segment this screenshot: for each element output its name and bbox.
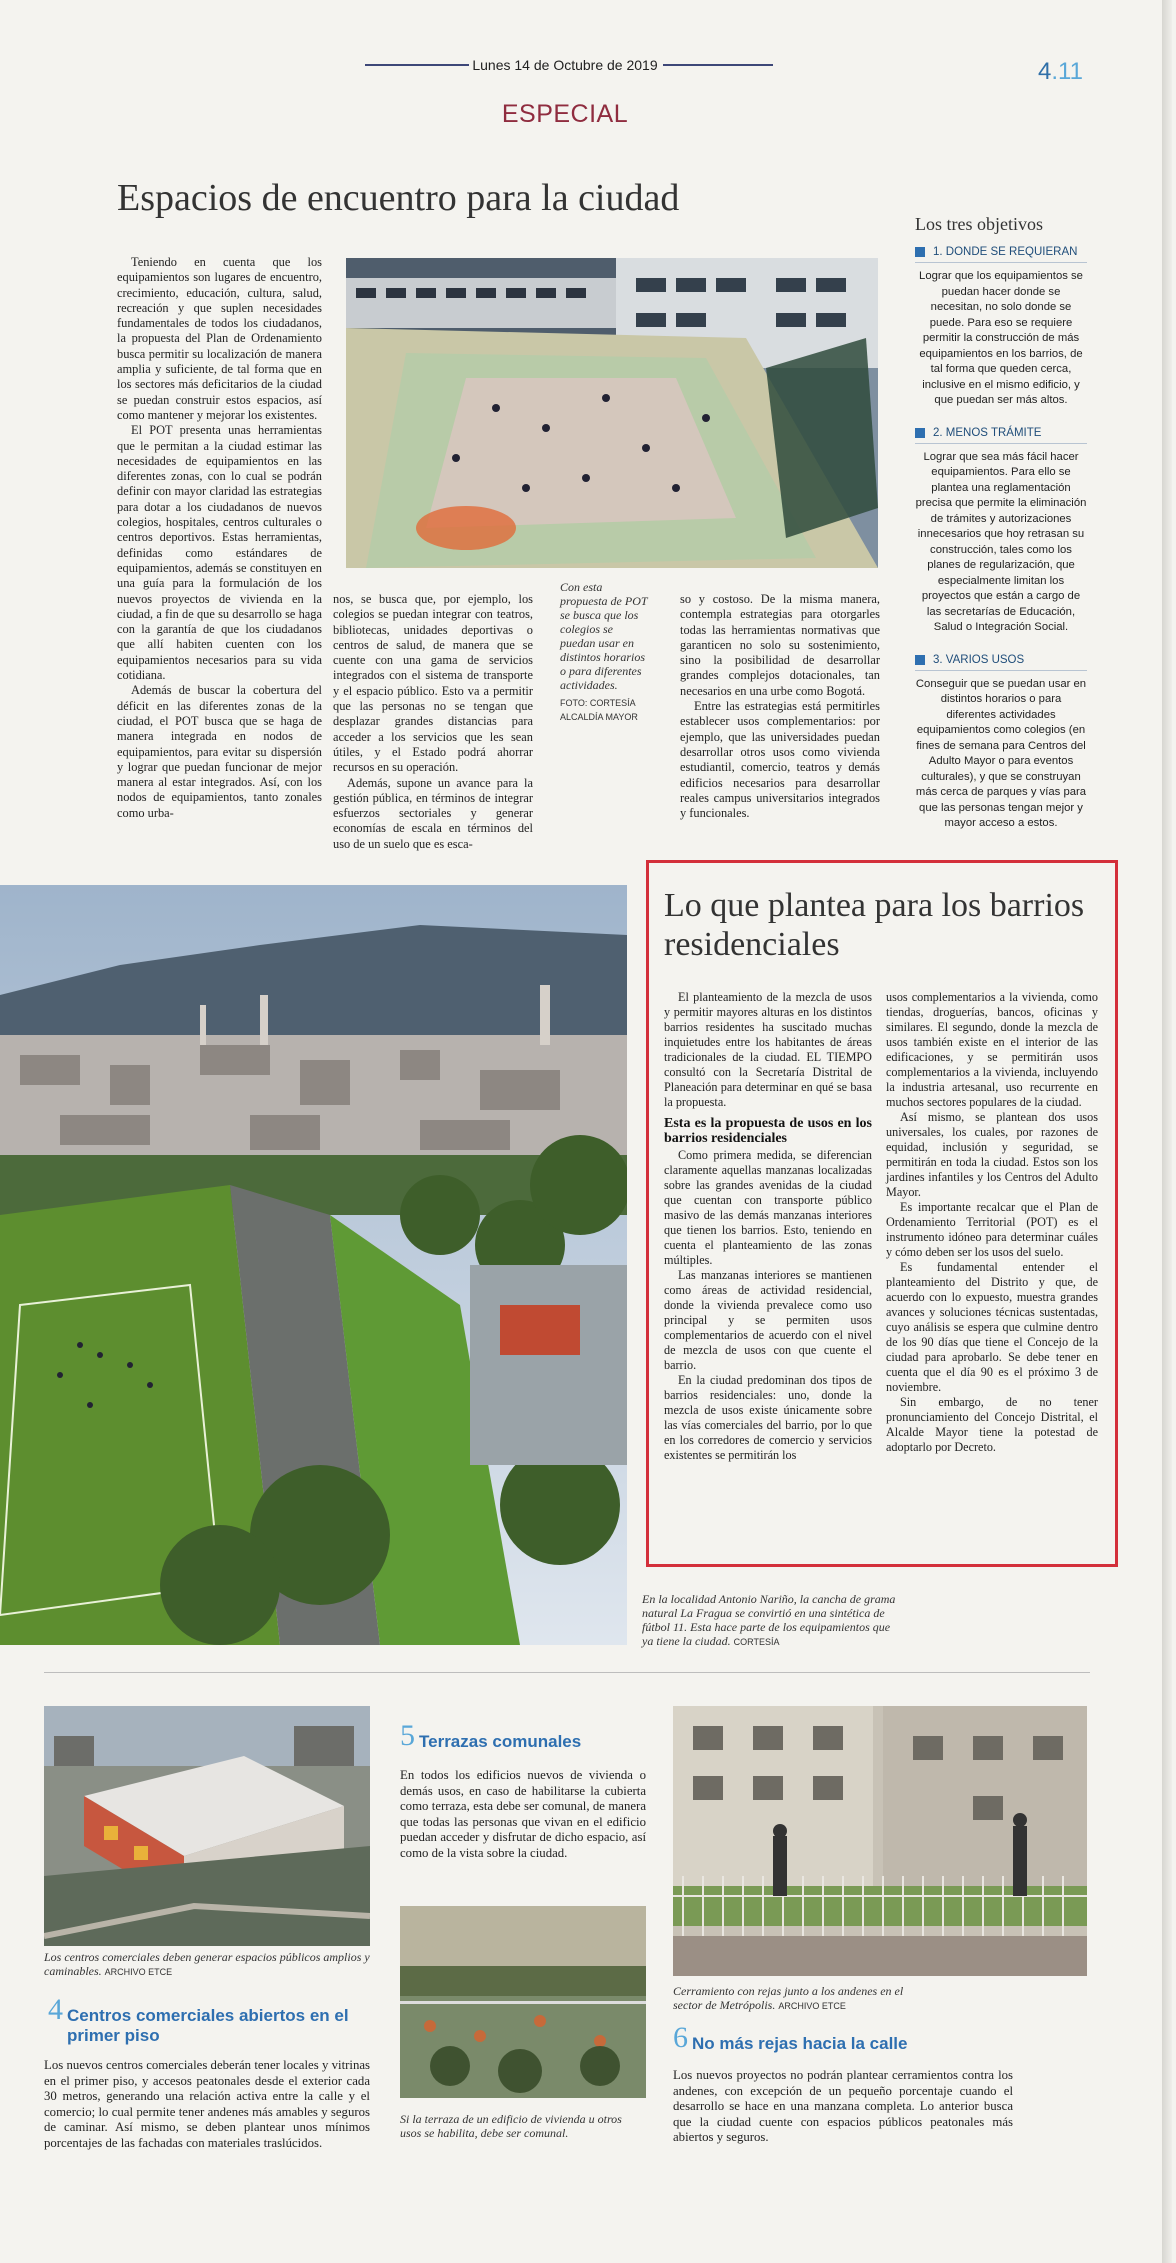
field-photo [0, 885, 627, 1645]
item5-text [400, 1768, 646, 1861]
objective-heading-text: 3. VARIOS USOS [933, 653, 1025, 666]
paragraph: En la ciudad predominan dos tipos de barrios residenciales: uno, donde la mezcla de usos existe únicamente sobre las vías comerciales del barrio, por lo que en los corredores de comercio y servicios existentes se permitirán los [664, 1373, 872, 1462]
square-bullet-icon [915, 655, 925, 665]
paragraph: El POT presenta unas herramientas que le permitan a la ciudad estimar las necesidades de equipamientos en las diferentes zonas, con lo cual se podrán definir con mayor claridad las estrategias para dotar a los ciudadanos de nuevos colegios, hospitales, centros culturales o centros deportivos. Estas herramientas, definidas como estándares de equipamientos, además se constituyen en una guía para la formulación de los nuevos proyectos de vivienda en la ciudad, a fin de que su desarrollo se haga con la garantía de que los ciudadanos que allí habiten cuenten con los equipamientos necesarios para su vida cotidiana. [117, 423, 322, 683]
paragraph: Los nuevos centros comerciales deberán tener locales y vitrinas en el primer piso, y accesos peatonales desde el exterior cada 30 metros, generando una relación activa entre la calle y el comercio; lo cual permite tener andenes más amables y seguros de caminar. Así mismo, se deben plantear unos mínimos porcentajes de las fachadas con materiales traslúcidos. [44, 2058, 370, 2150]
item6-title-text: No más rejas hacia la calle [692, 2034, 908, 2053]
photo-credit: FOTO: CORTESÍA ALCALDÍA MAYOR [560, 698, 638, 722]
page-sub-number: .11 [1051, 58, 1083, 85]
sidebar-title: Los tres objetivos [915, 214, 1043, 234]
item5-number: 5 [400, 1719, 415, 1752]
objective-heading-text: 2. MENOS TRÁMITE [933, 426, 1042, 439]
field-photo-caption [642, 1592, 904, 1649]
paragraph: Sin embargo, de no tener pronunciamiento del Concejo Distrital, el Alcalde Mayor tiene la potestad de adoptarlo por Decreto. [886, 1395, 1098, 1454]
main-article-col3 [680, 592, 880, 821]
item4-title [48, 1993, 368, 2046]
paragraph: usos complementarios a la vivienda, como tiendas, droguerías, bancos, oficinas y similares. El segundo, donde la mezcla de usos también existe en el interior de las edificaciones, y se permitirán usos complementarios a la vivienda, incluyendo la industria artesanal, uso recurrente en muchos sectores populares de la ciudad. [886, 990, 1098, 1109]
fence-photo-caption [673, 1984, 933, 2013]
terrace-photo [400, 1906, 646, 2098]
header-date: Lunes 14 de Octubre de 2019 [472, 57, 658, 73]
header-rule-left [365, 64, 469, 66]
objective-text: Lograr que los equipamientos se puedan hacer donde se necesitan, no solo donde se puede. Para eso se requiere permitir la construcción de más equipamientos en los barrios, de tal forma que queden cerca, inclusive en el mismo edificio, y que puedan ser más altos. [919, 270, 1083, 406]
paragraph: Así mismo, se plantean dos usos universales, los cuales, por razones de equidad, inclusión y seguridad, se permitirán en toda la ciudad. Estos son los jardines infantiles y los Centros del Adulto Mayor. [886, 1110, 1098, 1199]
barrios-title: Lo que plantea para los barrios residenciales [664, 887, 1085, 963]
paragraph: so y costoso. De la misma manera, contempla estrategias para otorgarles todas las herramientas normativas que garanticen no solo su sostenimiento, sino la posibilidad de desarrollar grandes complejos dotacionales, tan necesarios en una urbe como Bogotá. [680, 592, 880, 698]
main-article-title: Espacios de encuentro para la ciudad [117, 177, 680, 219]
objective-heading-text: 1. DONDE SE REQUIERAN [933, 246, 1078, 258]
objective-item [915, 246, 1087, 409]
objective-text: Conseguir que se puedan usar en distintos horarios o para diferentes actividades equipamientos como colegios (en fines de semana para Centros del Adulto Mayor o para eventos culturales), y que se construyan más cerca de parques y vías para que las personas tengan mejor y mayor acceso a estos. [915, 677, 1087, 829]
objective-heading [915, 654, 1087, 671]
photo-credit: ARCHIVO ETCE [778, 2001, 846, 2011]
objective-text: Lograr que sea más fácil hacer equipamientos. Para ello se plantea una reglamentación precisa que permite la eliminación de trámites y autorizaciones innecesarios que hoy retrasan su construcción, tales como los planes de regularización, que especialmente limitan los proyectos que están a cargo de las secretarías de Educación, Salud o Integración Social. [915, 450, 1087, 633]
barrios-col2 [886, 990, 1098, 1455]
main-article-col2 [333, 592, 533, 852]
item5-title-text: Terrazas comunales [419, 1732, 582, 1751]
page-section-number: 4 [1038, 58, 1052, 85]
item4-title-text: Centros comerciales abiertos en el primer piso [67, 2006, 349, 2045]
page-edge [1162, 0, 1172, 2263]
section-divider [44, 1672, 1090, 1673]
photo-credit: ARCHIVO ETCE [104, 1967, 173, 1977]
item4-text [44, 2058, 370, 2151]
item5-title [400, 1719, 650, 1752]
terrace-photo-caption: Si la terraza de un edificio de vivienda u otros usos se habilita, debe ser comunal. [400, 2112, 622, 2140]
photo-credit: CORTESÍA [733, 1637, 780, 1647]
objective-item [915, 654, 1087, 832]
paragraph: Es importante recalcar que el Plan de Ordenamiento Territorial (POT) es el instrumento idóneo para determinar cuáles y cómo deben ser los usos del suelo. [886, 1200, 1098, 1259]
objective-item [915, 427, 1087, 636]
caption-text: En la localidad Antonio Nariño, la cancha de grama natural La Fragua se convirtió en una sintética de fútbol 11. Esta hace parte de los equipamientos que ya tiene la ciudad. [642, 1592, 896, 1648]
barrios-col1 [664, 990, 872, 1463]
paragraph: Además, supone un avance para la gestión pública, en términos de integrar esfuerzos sectoriales y generar economías de escala en términos del uso de un suelo que es esca- [333, 775, 533, 851]
paragraph: Las manzanas interiores se mantienen como áreas de actividad residencial, donde la vivienda prevalece como uso principal y se permiten usos complementarios de acuerdo con el nivel de mezcla de usos con que cuente el barrio. [664, 1268, 872, 1372]
paragraph: Además de buscar la cobertura del déficit en las diferentes zonas de la ciudad, el POT busca que se haga de manera integrada en nodos de equipamientos, para evitar su dispersión y lograr que puedan funcionar de mejor manera al estar integrados. Así, con los nodos de equipamientos, tanto zonales como urba- [117, 683, 322, 820]
paragraph: Entre las estrategias está permitirles establecer usos complementarios: por ejemplo, que las universidades puedan desarrollar otros usos como vivienda estudiantil, comercio, teatros y demás edificios necesarios para desarrollar reales campus universitarios integrados y funcionales. [680, 699, 880, 821]
square-bullet-icon [915, 428, 925, 438]
paragraph: Teniendo en cuenta que los equipamientos son lugares de encuentro, crecimiento, educación, cultura, salud, recreación y que suplen necesidades fundamentales de todos los ciudadanos, la propuesta del Plan de Ordenamiento busca permitir su localización de manera amplia y suficiente, de tal forma que en los sectores más deficitarios de la ciudad se puedan construir estos espacios, así como mantener y mejorar los existentes. [117, 255, 322, 422]
caption-text: Los centros comerciales deben generar espacios públicos amplios y caminables. [44, 1950, 370, 1978]
mall-photo [44, 1706, 370, 1946]
barrios-subheading: Esta es la propuesta de usos en los barrios residenciales [664, 1116, 872, 1146]
objective-heading [915, 246, 1087, 263]
page-number [1038, 58, 1083, 86]
caption-text: Cerramiento con rejas junto a los andenes en el sector de Metrópolis. [673, 1984, 904, 2012]
paragraph: Los nuevos proyectos no podrán plantear cerramientos contra los andenes, con excepción de un pequeño porcentaje cuando el desarrollo se hace en una manzana completa. Lo anterior busca que la ciudad cuente con espacios públicos peatonales más abiertos y seguros. [673, 2068, 1013, 2144]
section-label: ESPECIAL [501, 100, 629, 128]
paragraph: Es fundamental entender el planteamiento del Distrito y que, de acuerdo con lo expuesto, muestra grandes avances y soluciones técnicas sustentadas, cuyo análisis se espera que culmine dentro de los 90 días que tiene el Concejo de la ciudad para aprobarlo. Se debe tener en cuenta que el día 90 es el próximo 3 de noviembre. [886, 1260, 1098, 1394]
sidebar-objectives [915, 246, 1087, 832]
main-article-col1 [117, 255, 322, 821]
caption-text: Con esta propuesta de POT se busca que los colegios se puedan usar en distintos horarios o para diferentes actividades. [560, 580, 648, 692]
item6-text [673, 2068, 1013, 2146]
paragraph: En todos los edificios nuevos de vivienda o demás usos, en caso de habilitarse la cubierta como terraza, esta debe ser comunal, de manera que todas las personas que vivan en el edificio puedan acceder y disfrutar de dicho espacio, así como de la vista sobre la ciudad. [400, 1768, 646, 1860]
square-bullet-icon [915, 247, 925, 257]
school-photo [346, 258, 878, 568]
item4-number: 4 [48, 1993, 63, 2026]
header-rule-right [663, 64, 773, 66]
item6-title [673, 2021, 1087, 2054]
item6-number: 6 [673, 2021, 688, 2054]
paragraph: El planteamiento de la mezcla de usos y permitir mayores alturas en los distintos barrios residentes ha suscitado muchas inquietudes entre los habitantes de áreas tradicionales de la ciudad. EL TIEMPO consultó con la Secretaría Distrital de Planeación para determinar en qué se basa la propuesta. [664, 990, 872, 1109]
objective-heading [915, 427, 1087, 444]
fence-photo [673, 1706, 1087, 1976]
paragraph: Como primera medida, se diferencian claramente aquellas manzanas localizadas sobre las grandes avenidas de la ciudad que cuentan con transporte público masivo de las demás manzanas interiores que tienen los barrios. Esto, teniendo en cuenta el planteamiento de las zonas múltiples. [664, 1148, 872, 1267]
mall-photo-caption [44, 1950, 370, 1979]
paragraph: nos, se busca que, por ejemplo, los colegios se puedan integrar con teatros, bibliotecas, unidades deportivas o centros de salud, de manera que se cuente con una gama de servicios integrados con el sistema de transporte y el espacio público. Esto va a permitir que las personas no se tengan que desplazar grandes distancias para acceder a los servicios que les sean útiles, y el Estado podrá ahorrar recursos en su operación. [333, 592, 533, 775]
school-photo-caption [560, 580, 650, 724]
